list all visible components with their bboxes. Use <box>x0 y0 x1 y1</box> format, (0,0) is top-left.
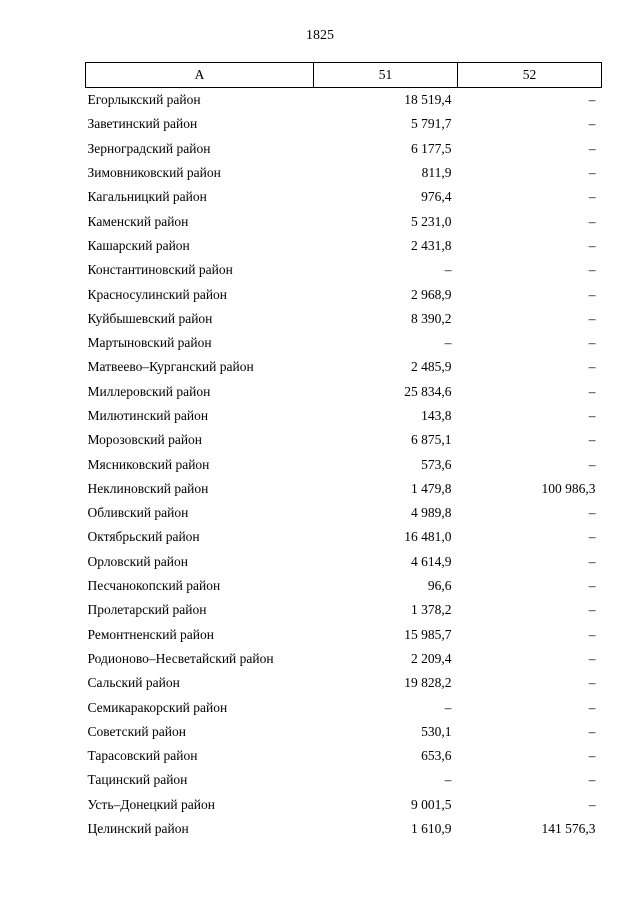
value-51-cell: 2 209,4 <box>411 650 452 666</box>
value-51-cell: – <box>444 262 452 278</box>
value-52-cell: – <box>588 310 596 326</box>
district-name-cell: Октябрьский район <box>87 529 200 545</box>
district-name-cell: Сальский район <box>87 675 180 691</box>
district-name-cell: Зимовниковский район <box>87 165 221 181</box>
value-52-cell: – <box>588 505 596 521</box>
district-name-cell: Морозовский район <box>87 432 203 448</box>
value-51-cell: 976,4 <box>421 189 452 205</box>
value-52-cell: – <box>588 262 596 278</box>
value-52-cell: – <box>588 189 596 205</box>
header-row <box>86 63 602 88</box>
table-row <box>86 817 602 841</box>
value-52-cell: – <box>588 796 596 812</box>
value-52-cell: – <box>588 650 596 666</box>
district-name-cell: Милютинский район <box>87 408 209 423</box>
table-row <box>86 720 602 744</box>
table-row <box>86 258 602 282</box>
value-52-cell: – <box>588 92 596 108</box>
table-row <box>86 88 602 113</box>
table-row <box>86 598 602 622</box>
value-51-cell: 25 834,6 <box>404 383 452 399</box>
header-cell-51: 51 <box>314 63 458 88</box>
table-row <box>86 623 602 647</box>
district-name-cell: Тарасовский район <box>87 748 198 764</box>
value-51-cell: 2 431,8 <box>411 237 452 253</box>
value-51-cell: 2 968,9 <box>411 286 452 302</box>
district-name-cell: Константиновский район <box>87 262 233 278</box>
table-row <box>86 452 602 476</box>
value-52-cell: – <box>588 602 596 618</box>
value-52-cell: – <box>588 432 596 448</box>
value-52-cell: – <box>588 140 596 156</box>
district-name-cell: Усть–Донецкий район <box>87 796 215 812</box>
value-52-cell: – <box>588 626 596 642</box>
table-row <box>86 185 602 209</box>
value-51-cell: – <box>444 699 452 715</box>
district-name-cell: Матвеево–Курганский район <box>87 359 254 375</box>
header-cell-52: 52 <box>458 63 602 88</box>
value-51-cell: 1 479,8 <box>411 480 452 496</box>
table-row <box>86 331 602 355</box>
table-row <box>86 404 602 428</box>
district-name-cell: Куйбышевский район <box>87 310 213 326</box>
value-52-cell: – <box>588 578 596 594</box>
table-row <box>86 768 602 792</box>
value-51-cell: 6 875,1 <box>411 432 452 448</box>
value-52-cell: – <box>588 237 596 253</box>
district-name-cell: Кагальницкий район <box>87 189 207 205</box>
value-51-cell: 19 828,2 <box>404 675 452 691</box>
district-name-cell: Семикаракорский район <box>87 699 228 715</box>
table-header <box>86 63 602 88</box>
table-row <box>86 355 602 379</box>
value-52-cell: 100 986,3 <box>541 480 596 496</box>
district-name-cell: Егорлыкский район <box>87 92 201 108</box>
district-name-cell: Ремонтненский район <box>87 626 214 642</box>
value-52-cell: – <box>588 408 596 423</box>
table-row <box>86 428 602 452</box>
value-51-cell: 530,1 <box>421 723 452 739</box>
value-51-cell: 143,8 <box>421 408 452 423</box>
value-51-cell: 573,6 <box>421 456 452 472</box>
header-cell-a: А <box>86 63 314 88</box>
value-51-cell: 4 614,9 <box>411 553 452 569</box>
value-51-cell: 2 485,9 <box>411 359 452 375</box>
district-name-cell: Мартыновский район <box>87 335 212 351</box>
table-row <box>86 744 602 768</box>
table-row <box>86 209 602 233</box>
district-name-cell: Кашарский район <box>87 237 190 253</box>
value-52-cell: – <box>588 383 596 399</box>
district-name-cell: Красносулинский район <box>87 286 228 302</box>
value-51-cell: 1 378,2 <box>411 602 452 618</box>
district-name-cell: Миллеровский район <box>87 383 211 399</box>
table-row <box>86 282 602 306</box>
table-row <box>86 647 602 671</box>
value-51-cell: – <box>444 335 452 351</box>
data-table-container <box>85 62 601 841</box>
value-51-cell: 16 481,0 <box>404 529 452 545</box>
value-52-cell: – <box>588 116 596 132</box>
value-51-cell: 5 791,7 <box>411 116 452 132</box>
table-row <box>86 793 602 817</box>
table-row <box>86 695 602 719</box>
district-name-cell: Каменский район <box>87 213 189 229</box>
value-51-cell: 15 985,7 <box>404 626 452 642</box>
value-52-cell: – <box>588 335 596 351</box>
table-row <box>86 477 602 501</box>
page-number: 1825 <box>306 28 334 43</box>
district-name-cell: Заветинский район <box>87 116 198 132</box>
value-52-cell: – <box>588 359 596 375</box>
data-table <box>85 62 602 841</box>
value-51-cell: 8 390,2 <box>411 310 452 326</box>
district-name-cell: Тацинский район <box>87 772 188 788</box>
district-name-cell: Песчанокопский район <box>87 578 221 594</box>
district-name-cell: Зерноградский район <box>87 140 211 156</box>
value-52-cell: – <box>588 286 596 302</box>
table-row <box>86 307 602 331</box>
value-51-cell: 96,6 <box>427 578 452 594</box>
table-row <box>86 234 602 258</box>
value-52-cell: – <box>588 675 596 691</box>
value-52-cell: – <box>588 456 596 472</box>
value-51-cell: 811,9 <box>421 165 452 181</box>
table-row <box>86 525 602 549</box>
value-52-cell: – <box>588 553 596 569</box>
table-row <box>86 161 602 185</box>
value-51-cell: 9 001,5 <box>411 796 452 812</box>
table-row <box>86 550 602 574</box>
value-51-cell: 5 231,0 <box>411 213 452 229</box>
value-51-cell: – <box>444 772 452 788</box>
value-52-cell: – <box>588 699 596 715</box>
table-row <box>86 574 602 598</box>
value-52-cell: – <box>588 529 596 545</box>
table-row <box>86 380 602 404</box>
district-name-cell: Неклиновский район <box>87 480 209 496</box>
district-name-cell: Родионово–Несветайский район <box>87 650 274 666</box>
district-name-cell: Орловский район <box>87 553 188 569</box>
value-52-cell: – <box>588 165 596 181</box>
value-52-cell: – <box>588 772 596 788</box>
district-name-cell: Пролетарский район <box>87 602 207 618</box>
table-row <box>86 671 602 695</box>
value-52-cell: 141 576,3 <box>541 821 596 837</box>
district-name-cell: Обливский район <box>87 505 189 521</box>
district-name-cell: Советский район <box>87 723 186 739</box>
value-51-cell: 6 177,5 <box>411 140 452 156</box>
table-row <box>86 501 602 525</box>
value-51-cell: 653,6 <box>421 748 452 764</box>
value-52-cell: – <box>588 723 596 739</box>
table-row <box>86 137 602 161</box>
value-51-cell: 1 610,9 <box>411 821 452 837</box>
table-body <box>86 88 602 842</box>
value-51-cell: 18 519,4 <box>404 92 452 108</box>
district-name-cell: Целинский район <box>87 821 189 837</box>
value-52-cell: – <box>588 213 596 229</box>
table-row <box>86 112 602 136</box>
value-52-cell: – <box>588 748 596 764</box>
district-name-cell: Мясниковский район <box>87 456 210 472</box>
value-51-cell: 4 989,8 <box>411 505 452 521</box>
